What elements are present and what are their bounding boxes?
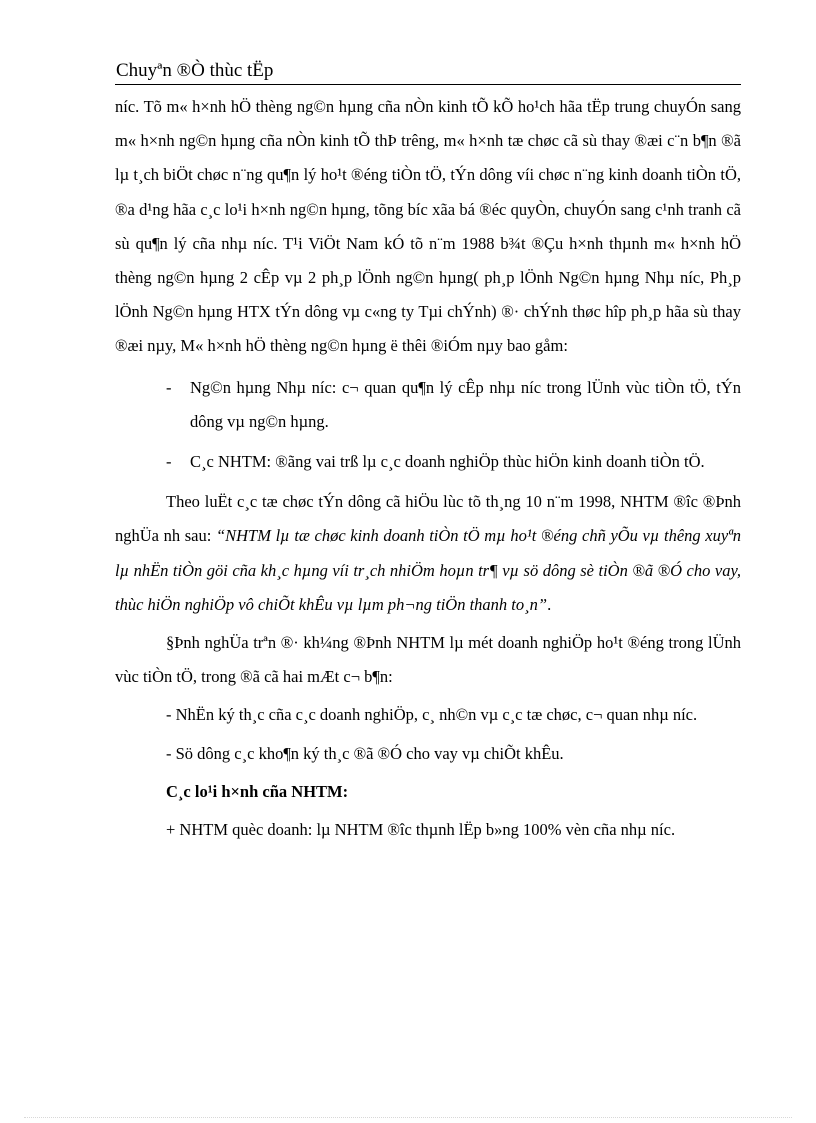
section-heading [115,775,741,809]
page-bottom-edge [24,1117,792,1118]
heading-text: C¸c lo¹i h×nh cña NHTM: [166,781,349,801]
paragraph-affirmation: §Þnh nghÜa trªn ®· kh¼ng ®Þnh NHTM lµ mét doanh nghiÖp ho¹t ®éng trong lÜnh vùc tiÒn tÖ, trong ®ã cã hai mÆt c¬ b¶n: [115,633,741,687]
paragraph-definition [115,485,741,622]
definition-end: . [547,594,552,614]
paragraph-intro: níc. Tõ m« h×nh hÖ thèng ng©n hµng cña nÒn kinh tÕ kÕ ho¹ch hãa tËp trung chuyÓn sang m« h×nh ng©n hµng cña nÒn kinh tÕ thÞ trêng, m« h×nh tæ chøc cã sù thay ®æi c¨n b¶n ®ã lµ t¸ch biÖt chøc n¨ng qu¶n lý ho¹t ®éng tiÒn tÖ, tÝn dông víi chøc n¨ng kinh doanh tiÒn tÖ, ®a d¹ng hãa c¸c lo¹i h×nh ng©n hµng, tõng bíc xãa bá ®éc quyÒn, chuyÓn sang c¹nh tranh cã sù qu¶n lý cña nhµ níc. T¹i ViÖt Nam kÓ tõ n¨m 1988 b¾t ®Çu h×nh thµnh m« h×nh hÖ thèng ng©n hµng 2 cÊp vµ 2 ph¸p lÖnh ng©n hµng( ph¸p lÖnh Ng©n hµng Nhµ níc, Ph¸p lÖnh Ng©n hµng HTX tÝn dông vµ c«ng ty Tµi chÝnh) ®· chÝnh thøc hîp ph¸p hãa sù thay ®æi nµy, M« h×nh hÖ thèng ng©n hµng ë thêi ®iÓm nµy bao gåm: [115,97,741,356]
paragraph-lending-point: - Sö dông c¸c kho¶n ký th¸c ®ã ®Ó cho vay vµ chiÕt khÊu. [166,743,564,763]
paragraph-state-owned: + NHTM quèc doanh: lµ NHTM ®îc thµnh lËp b»ng 100% vèn cña nhµ níc. [166,820,676,840]
bullet-dash: - [166,452,172,472]
bullet-text: C¸c NHTM: ®ãng vai trß lµ c¸c doanh nghiÖp thùc hiÖn kinh doanh tiÒn tÖ. [190,452,705,472]
bullet-item-commercial-banks [115,445,741,479]
bullet-item-state-bank [115,371,741,439]
document-title: Chuyªn ®Ò thùc tËp [116,60,274,81]
paragraph-deposit-point: - NhËn ký th¸c cña c¸c doanh nghiÖp, c¸ nh©n vµ c¸c tæ chøc, c¬ quan nhµ níc. [166,705,698,725]
definition-lead: Theo luËt c¸c tæ chøc tÝn dông cã hiÖu lùc tõ th¸ng 10 n¨m 1998, NHTM ®îc ®Þnh nghÜa nh sau: [115,492,741,546]
definition-quote: “NHTM lµ tæ chøc kinh doanh tiÒn tÖ mµ ho¹t ®éng chñ yÕu vµ thêng xuyªn lµ nhËn tiÒn göi cña kh¸c hµng víi tr¸ch nhiÖm hoµn tr¶ vµ sö dông sè tiÒn ®ã ®Ó cho vay, thùc hiÖn nghiÖp vô chiÕt khÊu vµ lµm ph¬ng tiÖn thanh to¸n” [115,526,741,614]
document-body [115,90,741,847]
page-header [115,54,741,85]
bullet-text: Ng©n hµng Nhµ níc: c¬ quan qu¶n lý cÊp nhµ níc trong lÜnh vùc tiÒn tÖ, tÝn dông vµ ng©n hµng. [190,377,741,431]
bullet-dash: - [166,377,172,397]
